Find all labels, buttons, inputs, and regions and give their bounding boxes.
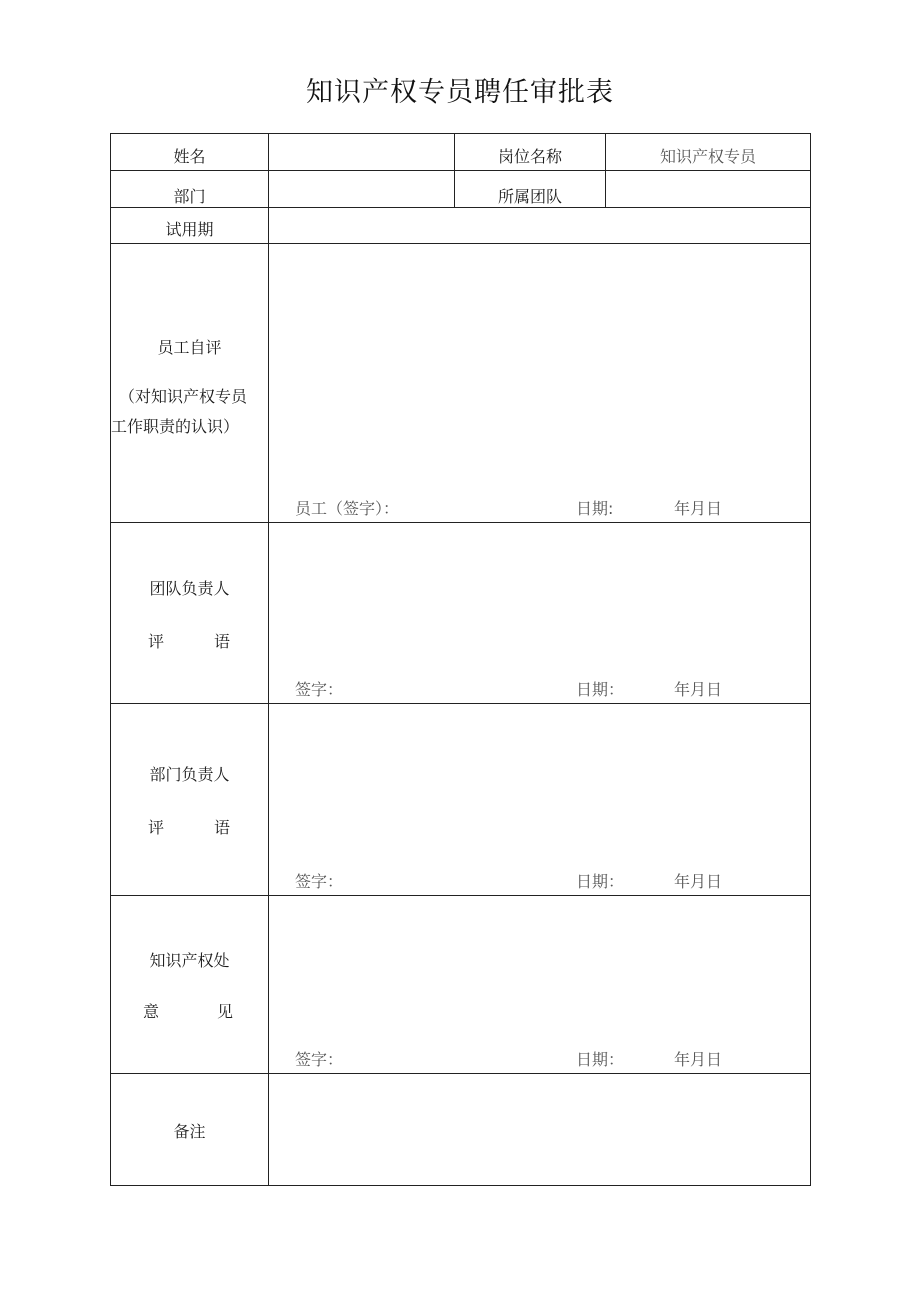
dept-comment-label2-a: 评 bbox=[148, 818, 165, 837]
ip-opinion-ymd: 年月日 bbox=[674, 1050, 723, 1069]
position-label: 岗位名称 bbox=[497, 147, 562, 166]
team-comment-label2-a: 评 bbox=[148, 632, 165, 651]
team-comment-ymd: 年月日 bbox=[674, 680, 723, 699]
name-field[interactable] bbox=[269, 134, 454, 170]
ip-opinion-textarea[interactable] bbox=[269, 896, 810, 1046]
dept-comment-textarea[interactable] bbox=[269, 704, 810, 864]
remarks-label: 备注 bbox=[173, 1122, 206, 1141]
team-comment-date-label: 日期： bbox=[576, 680, 625, 699]
self-eval-note-line1: （对知识产权专员 bbox=[119, 387, 248, 406]
self-eval-ymd: 年月日 bbox=[674, 499, 723, 518]
team-comment-label: 团队负责人 bbox=[149, 579, 230, 598]
ip-opinion-date-label: 日期： bbox=[576, 1050, 625, 1069]
self-eval-textarea[interactable] bbox=[269, 244, 810, 494]
department-field[interactable] bbox=[269, 171, 454, 207]
form-title: 知识产权专员聘任审批表 bbox=[306, 77, 614, 108]
department-label: 部门 bbox=[173, 187, 206, 206]
ip-opinion-sign-label: 签字： bbox=[295, 1050, 344, 1069]
self-eval-sign-label: 员工（签字）： bbox=[295, 499, 400, 518]
team-comment-label2-b: 语 bbox=[214, 632, 231, 651]
self-eval-date-label: 日期: bbox=[576, 499, 614, 518]
ip-opinion-label2-b: 见 bbox=[217, 1002, 234, 1021]
dept-comment-ymd: 年月日 bbox=[674, 872, 723, 891]
dept-comment-date-label: 日期： bbox=[576, 872, 625, 891]
team-field[interactable] bbox=[606, 171, 810, 207]
ip-opinion-label: 知识产权处 bbox=[149, 951, 230, 970]
ip-opinion-label2-a: 意 bbox=[143, 1002, 160, 1021]
self-eval-label: 员工自评 bbox=[157, 338, 222, 357]
approval-form-table bbox=[110, 133, 811, 1186]
dept-comment-label2-b: 语 bbox=[214, 818, 231, 837]
name-label: 姓名 bbox=[173, 147, 206, 166]
dept-comment-sign-label: 签字： bbox=[295, 872, 344, 891]
probation-field[interactable] bbox=[269, 208, 810, 243]
team-comment-sign-label: 签字： bbox=[295, 680, 344, 699]
self-eval-note-line2: 工作职责的认识） bbox=[111, 417, 240, 436]
dept-comment-label: 部门负责人 bbox=[149, 765, 230, 784]
team-label: 所属团队 bbox=[497, 187, 562, 206]
remarks-textarea[interactable] bbox=[269, 1074, 810, 1185]
probation-label: 试用期 bbox=[165, 220, 214, 239]
position-value: 知识产权专员 bbox=[659, 147, 756, 166]
team-comment-textarea[interactable] bbox=[269, 523, 810, 673]
